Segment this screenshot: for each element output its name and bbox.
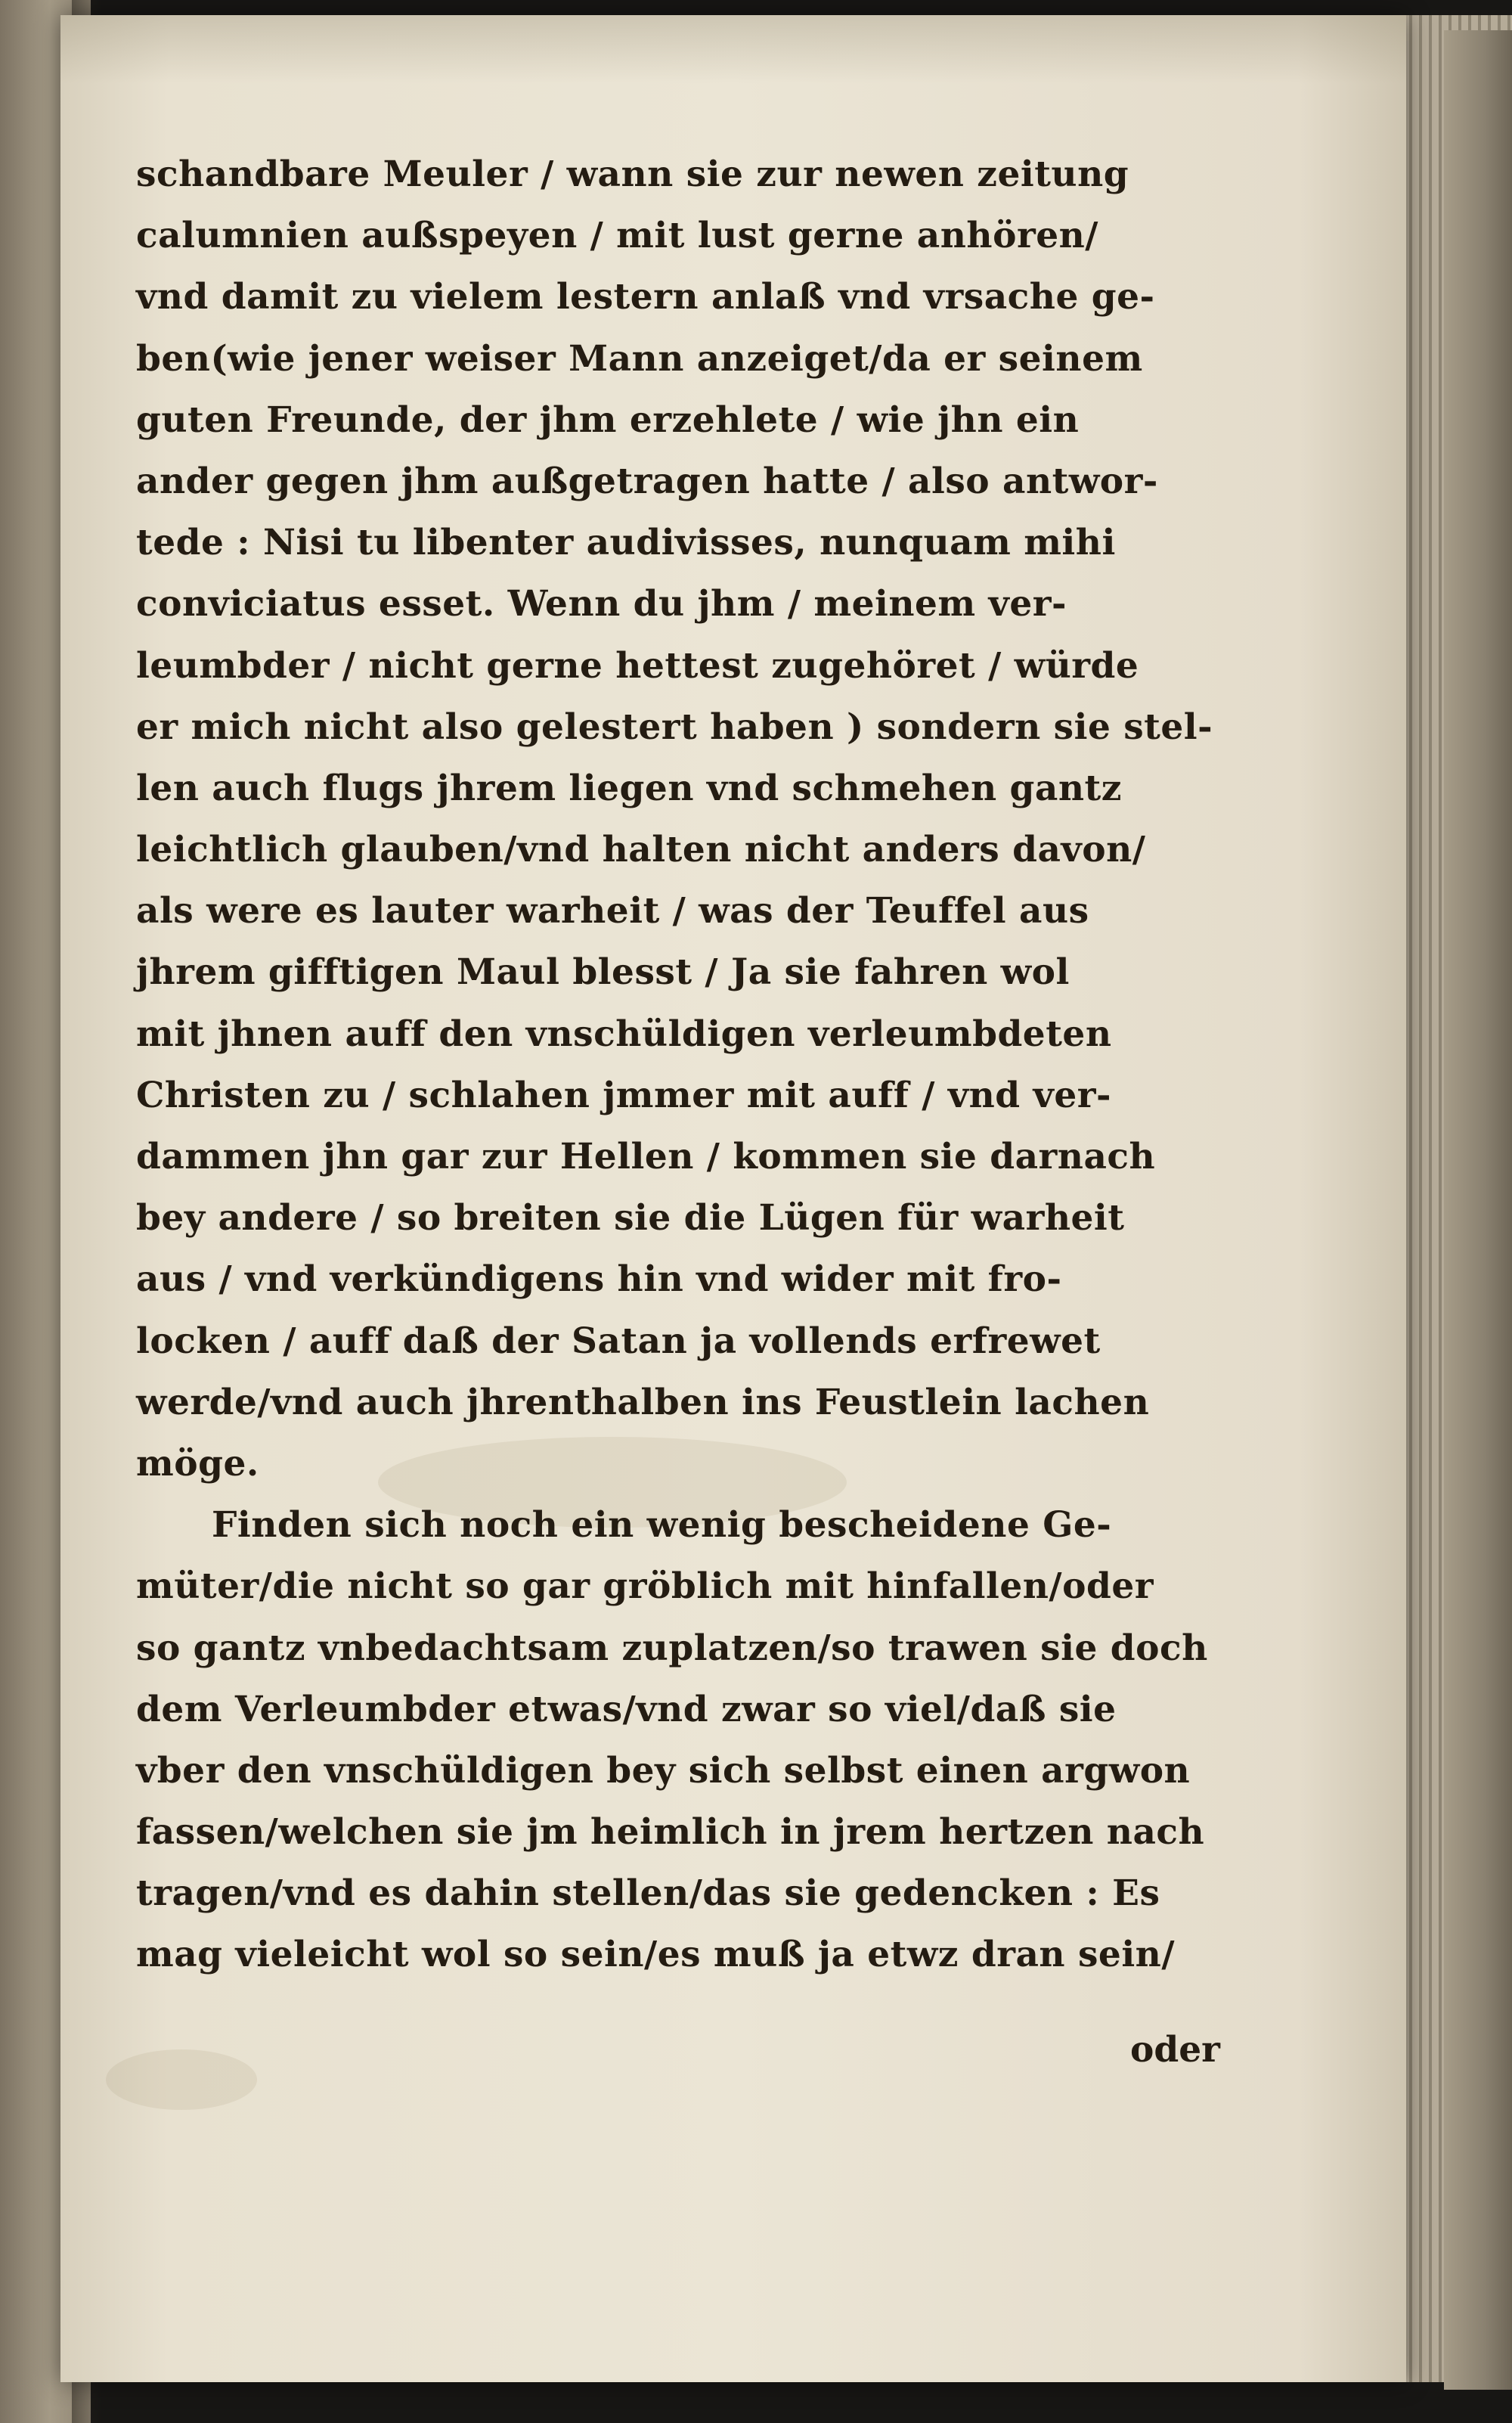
text-line: werde/vnd auch jhrenthalben ins Feustlein lachen bbox=[136, 1381, 1150, 1423]
text-line: fassen/welchen sie jm heimlich in jrem hertzen nach bbox=[136, 1811, 1205, 1854]
text-line: leichtlich glauben/vnd halten nicht anders davon/ bbox=[136, 829, 1146, 871]
catchword: oder bbox=[1130, 2029, 1220, 2071]
text-line: tragen/vnd es dahin stellen/das sie gedencken : Es bbox=[136, 1872, 1160, 1915]
text-line: mit jhnen auff den vnschüldigen verleumbdeten bbox=[136, 1013, 1112, 1055]
text-line: dammen jhn gar zur Hellen / kommen sie darnach bbox=[136, 1136, 1156, 1177]
text-line: vber den vnschüldigen bey sich selbst einen argwon bbox=[136, 1749, 1191, 1792]
text-line: calumnien außspeyen / mit lust gerne anhören/ bbox=[136, 215, 1098, 257]
text-line: möge. bbox=[136, 1442, 259, 1485]
text-line: er mich nicht also gelestert haben ) sondern sie stel- bbox=[136, 706, 1213, 748]
text-line: bey andere / so breiten sie die Lügen für warheit bbox=[136, 1197, 1125, 1239]
text-line: ander gegen jhm außgetragen hatte / also antwor- bbox=[136, 460, 1158, 502]
text-line: ben(wie jener weiser Mann anzeiget/da er seinem bbox=[136, 337, 1143, 380]
text-line: guten Freunde, der jhm erzehlete / wie jhn ein bbox=[136, 399, 1080, 441]
text-line: mag vieleicht wol so sein/es muß ja etwz dran sein/ bbox=[136, 1934, 1176, 1976]
foxing-stain bbox=[106, 2049, 257, 2110]
text-line: dem Verleumbder etwas/vnd zwar so viel/daß sie bbox=[136, 1688, 1117, 1730]
text-line: conviciatus esset. Wenn du jhm / meinem ver- bbox=[136, 583, 1067, 625]
text-line: Christen zu / schlahen jmmer mit auff / vnd ver- bbox=[136, 1074, 1112, 1116]
text-line: vnd damit zu vielem lestern anlaß vnd vrsache ge- bbox=[136, 276, 1155, 318]
text-line: müter/die nicht so gar gröblich mit hinfallen/oder bbox=[136, 1565, 1154, 1608]
paragraph-start-line: Finden sich noch ein wenig bescheidene Ge- bbox=[212, 1504, 1112, 1547]
text-line: leumbder / nicht gerne hettest zugehöret / würde bbox=[136, 644, 1139, 687]
text-line: jhrem gifftigen Maul blesst / Ja sie fahren wol bbox=[136, 951, 1070, 994]
text-block bbox=[136, 144, 1285, 1986]
text-line: so gantz vnbedachtsam zuplatzen/so trawen sie doch bbox=[136, 1627, 1208, 1669]
text-line: schandbare Meuler / wann sie zur newen zeitung bbox=[136, 154, 1129, 195]
book-page bbox=[60, 15, 1406, 2382]
text-line: len auch flugs jhrem liegen vnd schmehen gantz bbox=[136, 767, 1122, 809]
text-line: als were es lauter warheit / was der Teuffel aus bbox=[136, 890, 1089, 932]
text-line: aus / vnd verkündigens hin vnd wider mit fro- bbox=[136, 1258, 1062, 1301]
text-line: tede : Nisi tu libenter audivisses, nunquam mihi bbox=[136, 522, 1116, 564]
page-stack-edge bbox=[1444, 30, 1512, 2390]
page-top-shade bbox=[60, 15, 1406, 83]
text-line: locken / auff daß der Satan ja vollends erfrewet bbox=[136, 1320, 1101, 1362]
